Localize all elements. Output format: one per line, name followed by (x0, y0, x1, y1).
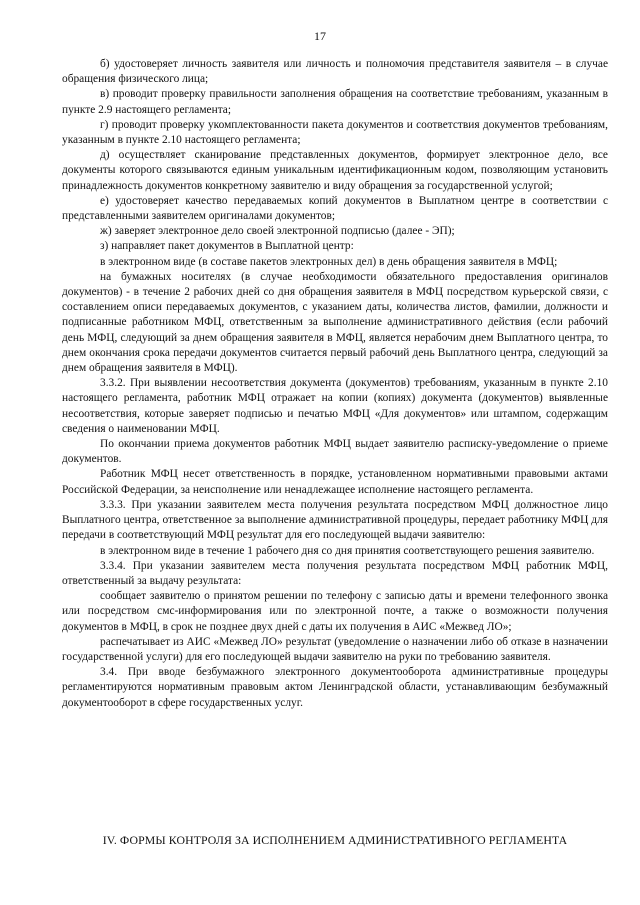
paragraph-responsibility: Работник МФЦ несет ответственность в порядке, установленном нормативными правовыми актами Российской Федерации, за неисполнение или ненадлежащее исполнение настоящего регламента. (62, 468, 608, 496)
page-number: 17 (314, 29, 326, 43)
section-heading: IV. ФОРМЫ КОНТРОЛЯ ЗА ИСПОЛНЕНИЕМ АДМИНИСТРАТИВНОГО РЕГЛАМЕНТА (102, 833, 568, 847)
body-text (62, 57, 608, 711)
paragraph-e-copies-quality: е) удостоверяет качество передаваемых копий документов в Выплатном центре в соответствии с представленными заявителем оригиналами документов; (62, 194, 608, 223)
paragraph-z-send-package: з) направляет пакет документов в Выплатной центр: (100, 240, 354, 253)
paragraph-3-4: 3.4. При вводе безбумажного электронного документооборота административные процедуры регламентируются нормативным правовым актом Ленинградской области, устанавливающим безбумажный документооборот в сфере государственных услуг. (62, 666, 608, 709)
paragraph-3-3-2: 3.3.2. При выявлении несоответствия документа (документов) требованиям, указанным в пункте 2.10 настоящего регламента, работник МФЦ отражает на копии (копиях) документа (документов) выявленные несоответствия, которые заверяет подписью и печатью МФЦ «Для документов» или штампом, содержащим сведения о наименовании МФЦ. (62, 377, 608, 435)
paragraph-zh-signature: ж) заверяет электронное дело своей электронной подписью (далее - ЭП); (100, 225, 455, 238)
paragraph-v-check-request: в) проводит проверку правильности заполнения обращения на соответствие требованиям, указанным в пункте 2.9 настоящего регламента; (62, 88, 608, 116)
paragraph-print-result: распечатывает из АИС «Межвед ЛО» результат (уведомление о назначении либо об отказе в назначении государственной услуги) для его последующей выдачи заявителю на руки по требованию заявителя. (62, 635, 608, 663)
paragraph-receipt: По окончании приема документов работник МФЦ выдает заявителю расписку-уведомление о приеме документов. (62, 438, 608, 466)
paragraph-3-3-4: 3.3.4. При указании заявителем места получения результата посредством МФЦ работник МФЦ, ответственный за выдачу результата: (62, 559, 608, 587)
paragraph-g-check-package: г) проводит проверку укомплектованности пакета документов и соответствия документов требованиям, указанным в пункте 2.10 настоящего регламента; (62, 118, 608, 147)
paragraph-paper-form: на бумажных носителях (в случае необходимости обязательного предоставления оригиналов документов) - в течение 2 рабочих дней со дня обращения заявителя в МФЦ посредством курьерской связи, с составлением описи передаваемых документов, с указанием даты, количества листов, фамилии, должности и подписанные работником МФЦ, ответственным за выполнение административного действия (если рабочий день МФЦ, следующий за днем обращения заявителя в МФЦ, является нерабочим днем Выплатного центра, то днем окончания срока передачи документов считается первый рабочий день Выплатного центра, следующий за днем обращения заявителя в МФЦ). (62, 270, 608, 375)
paragraph-d-scanning: д) осуществляет сканирование представленных документов, формирует электронное дело, все документы которого связываются единым уникальным идентификационным кодом, позволяющим установить принадлежность документов конкретному заявителю и виду обращения за государственной услугой; (62, 149, 608, 192)
paragraph-b-identity: б) удостоверяет личность заявителя или личность и полномочия представителя заявителя – в случае обращения физического лица; (62, 58, 608, 86)
paragraph-notify-applicant: сообщает заявителю о принятом решении по телефону с записью даты и времени телефонного звонка или посредством смс-информирования или по электронной почте, а также о возможности получения документов в МФЦ, в срок не позднее двух дней с даты их получения в АИС «Межвед ЛО»; (62, 590, 608, 633)
paragraph-electronic-form: в электронном виде (в составе пакетов электронных дел) в день обращения заявителя в МФЦ; (100, 255, 558, 268)
paragraph-electronic-result: в электронном виде в течение 1 рабочего дня со дня принятия соответствующего решения заявителю. (100, 544, 595, 557)
paragraph-3-3-3: 3.3.3. При указании заявителем места получения результата посредством МФЦ должностное лицо Выплатного центра, ответственное за выполнение административной процедуры, передает работнику МФЦ для передачи в соответствующий МФЦ результат для его последующей выдачи заявителю: (62, 498, 608, 542)
